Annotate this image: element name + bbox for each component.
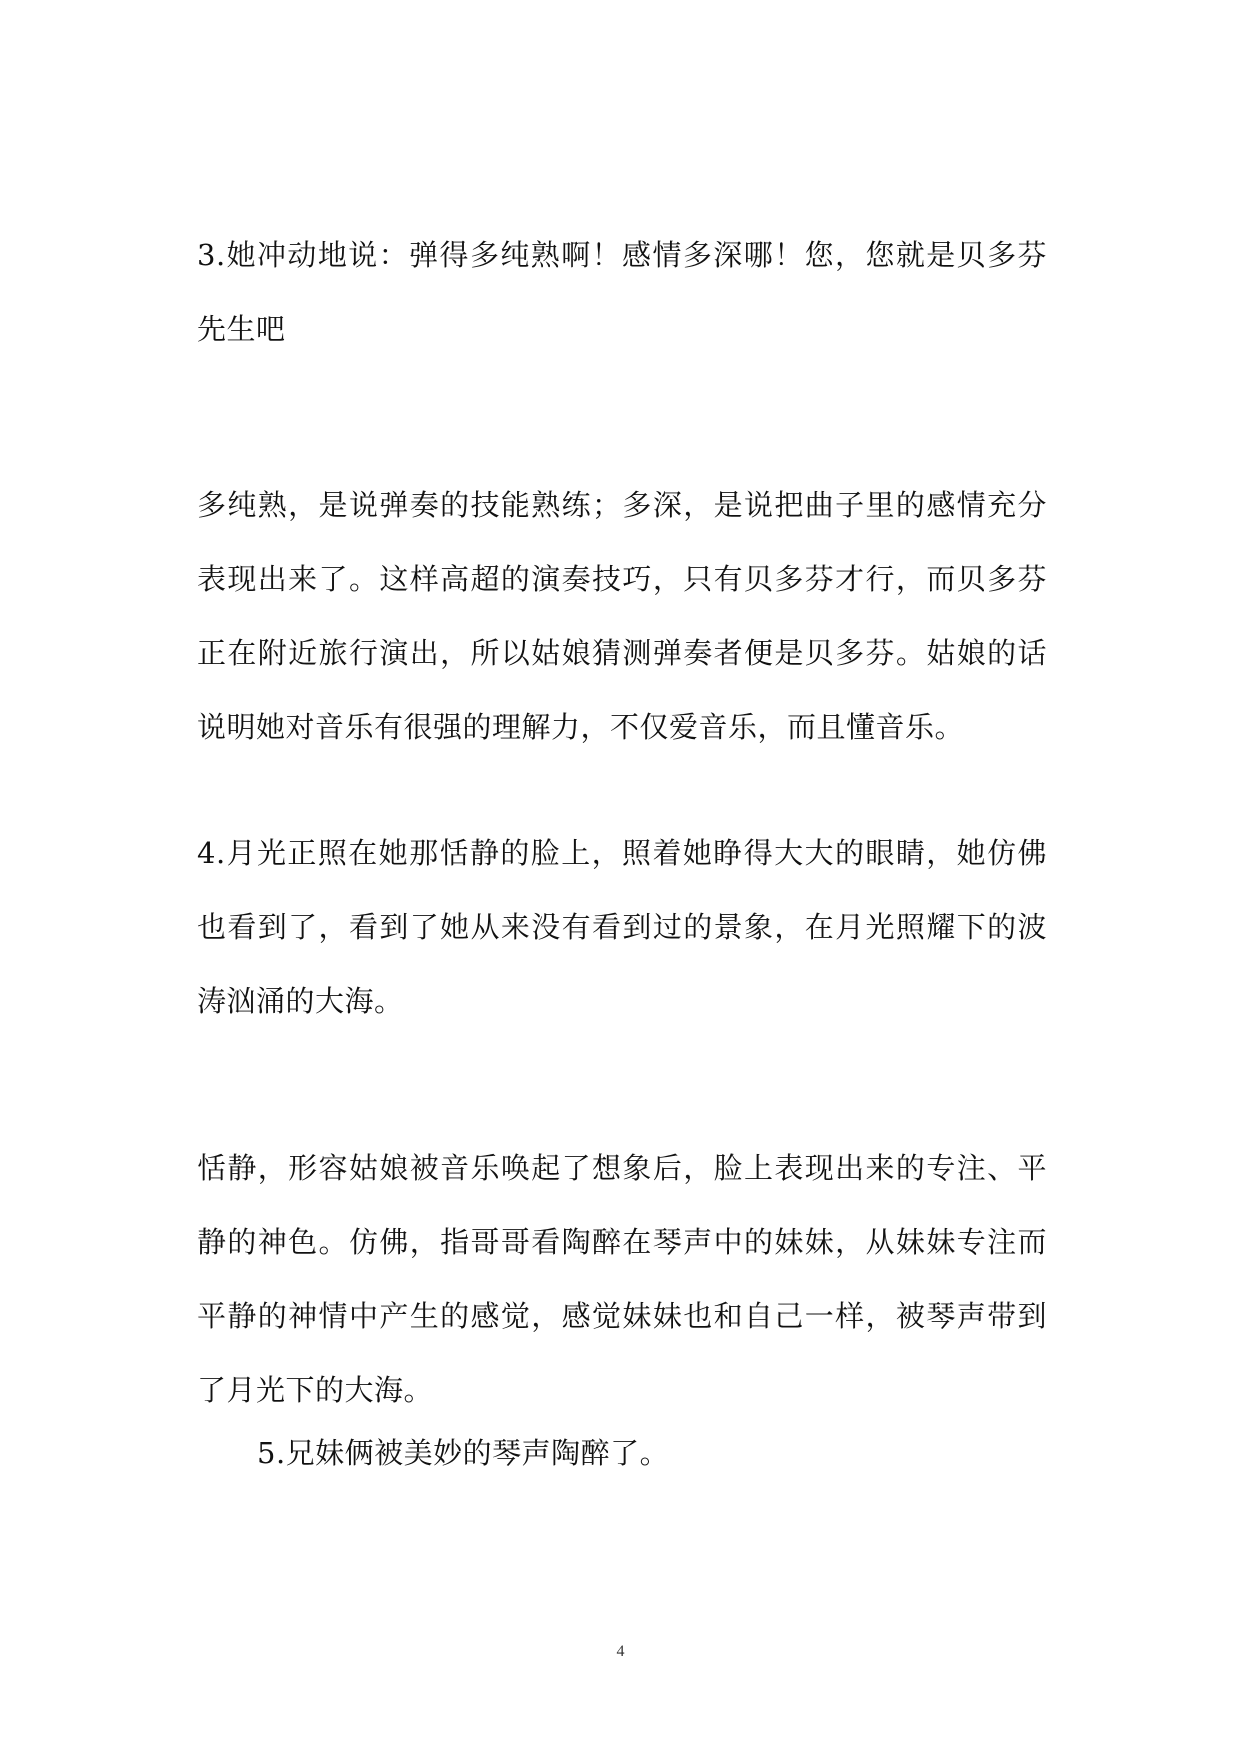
paragraph-explanation-4: 恬静，形容姑娘被音乐唤起了想象后，脸上表现出来的专注、平静的神色。仿佛，指哥哥看陶醉在琴声中的妹妹，从妹妹专注而平静的神情中产生的感觉，感觉妹妹也和自己一样，被琴声带到了月光下的大海。 xyxy=(197,1151,1047,1407)
paragraph-explanation-3: 多纯熟，是说弹奏的技能熟练；多深，是说把曲子里的感情充分表现出来了。这样高超的演奏技巧，只有贝多芬才行，而贝多芬正在附近旅行演出，所以姑娘猜测弹奏者便是贝多芬。姑娘的话说明她对音乐有很强的理解力，不仅爱音乐，而且懂音乐。 xyxy=(197,488,1047,744)
paragraph-quote-4: 4.月光正照在她那恬静的脸上，照着她睁得大大的眼睛，她仿佛也看到了，看到了她从来没有看到过的景象，在月光照耀下的波涛汹涌的大海。 xyxy=(197,836,1047,1018)
paragraph-quote-5: 5.兄妹俩被美妙的琴声陶醉了。 xyxy=(257,1436,670,1470)
paragraph-quote-3: 3.她冲动地说：弹得多纯熟啊！感情多深哪！您，您就是贝多芬先生吧 xyxy=(197,238,1047,346)
page-number: 4 xyxy=(616,1643,625,1660)
